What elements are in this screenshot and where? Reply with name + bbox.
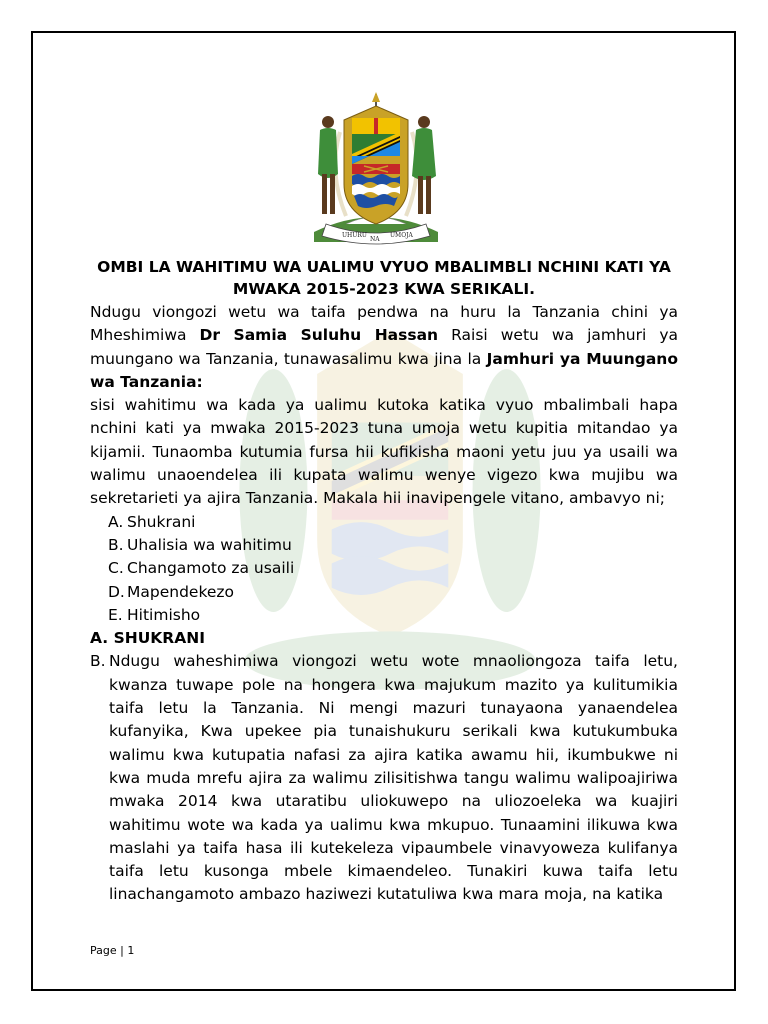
outline-item	[108, 604, 678, 627]
outline-label: Changamoto za usaili	[127, 559, 295, 578]
document-title: OMBI LA WAHITIMU WA UALIMU VYUO MBALIMBLI NCHINI KATI YA MWAKA 2015-2023 KWA SERIKALI.	[97, 258, 671, 298]
motto-right: UMOJA	[390, 232, 413, 239]
outline-label: Uhalisia wa wahitimu	[127, 535, 292, 554]
outline-label: Mapendekezo	[127, 582, 235, 601]
intro-text-1: Ndugu viongozi wetu wa taifa pendwa na huru la Tanzania chini ya Mheshimiwa	[90, 303, 678, 345]
president-name: Dr Samia Suluhu Hassan	[199, 326, 439, 345]
paragraph-1: sisi wahitimu wa kada ya ualimu kutoka katika vyuo mbalimbali hapa nchini kati ya mwaka 2015-2023 tuna umoja wetu kupitia mitandao ya kijamii. Tunaomba kutumia fursa hii kufikisha maoni yetu juu ya usaili wa walimu unaoendelea ili kupata walimu wenye vigezo kwa mujibu wa sekretarieti ya ajira Tanzania. Makala hii inavipengele vitano, ambavyo ni;	[90, 396, 678, 508]
intro-text-2: Raisi wetu wa jamhuri ya muungano wa Tanzania, tunawasalimu kwa jina la	[90, 326, 678, 368]
outline-item	[108, 581, 678, 604]
outline-label: Hitimisho	[127, 605, 201, 624]
outline-item	[108, 534, 678, 557]
outline-marker: E.	[108, 605, 123, 624]
intro-paragraph	[90, 301, 678, 394]
motto-left: UHURU	[342, 232, 367, 239]
outline-item	[108, 511, 678, 534]
outline-marker: B.	[108, 535, 124, 554]
section-b-marker: B.	[90, 652, 106, 671]
section-a-heading: A. SHUKRANI	[90, 629, 205, 648]
page-number: Page | 1	[90, 944, 135, 957]
document-body	[90, 256, 678, 907]
outline-label: Shukrani	[127, 512, 196, 531]
outline-marker: A.	[108, 512, 124, 531]
outline-list	[90, 511, 678, 627]
section-b-paragraph	[90, 650, 678, 906]
coat-of-arms-emblem	[306, 92, 446, 248]
outline-item	[108, 557, 678, 580]
outline-marker: C.	[108, 559, 124, 578]
republic-name: Jamhuri ya Muungano wa Tanzania:	[90, 349, 678, 391]
outline-marker: D.	[108, 582, 125, 601]
section-b-text: Ndugu waheshimiwa viongozi wetu wote mnaoliongoza taifa letu, kwanza tuwape pole na hongera kwa majukum mazito ya kulitumikia taifa letu la Tanzania. Ni mengi mazuri tunayaona yanaendelea kufanyika, Kwa upekee pia tunaishukuru serikali kwa kutukumbuka walimu kwa kutupatia nafasi za ajira katika awamu hii, ikumbukwe ni kwa muda mrefu ajira za walimu zilisitishwa tangu walimu walipoajiriwa mwaka 2014 kwa utaratibu uliokuwepo na uliozoeleka wa kuajiri wahitimu wote wa kada ya ualimu kwa mkupuo. Tunaamini ilikuwa kwa maslahi ya taifa hasa ili kutekeleza vipaumbele vinavyoweza kulifanya taifa letu kusonga mbele kimaendeleo. Tunakiri kuwa taifa letu linachangamoto ambazo haziwezi kutatuliwa kwa mara moja, na katika	[109, 652, 678, 904]
motto-middle: NA	[370, 236, 380, 243]
